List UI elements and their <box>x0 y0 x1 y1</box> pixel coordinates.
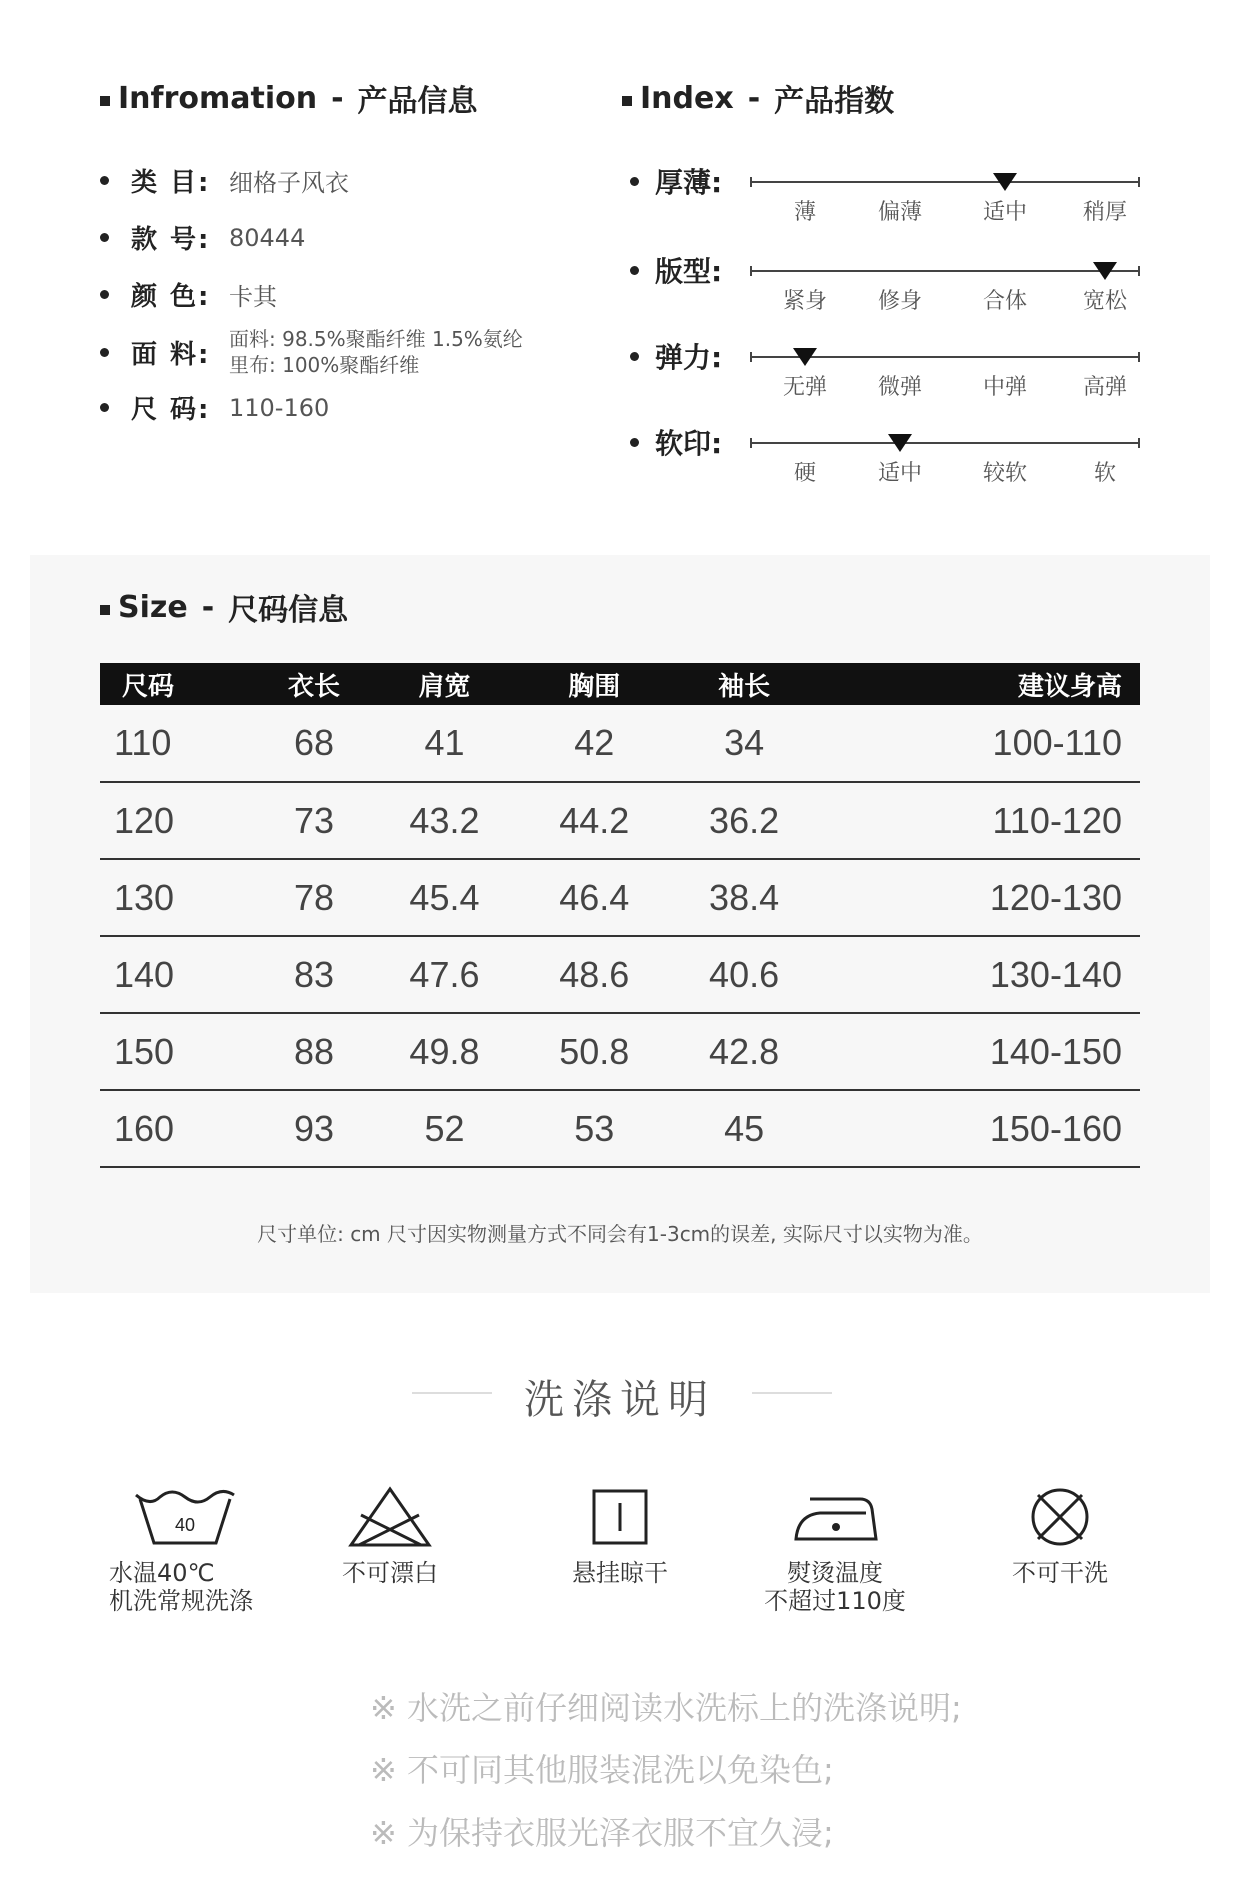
table-cell: 110 <box>100 705 258 782</box>
info-row-size: 尺 码: 110-160 <box>100 389 329 426</box>
index-option: 软 <box>1093 461 1116 486</box>
index-scale-row <box>630 338 1150 398</box>
table-cell: 42 <box>519 705 669 782</box>
index-option: 微弹 <box>877 375 922 400</box>
info-heading: Infromation - 产品信息 <box>100 76 478 120</box>
table-row <box>100 1090 1140 1167</box>
bullet-icon <box>100 348 109 357</box>
table-cell: 47.6 <box>370 936 520 1013</box>
table-cell: 78 <box>258 859 369 936</box>
index-label: 软印: <box>655 427 723 460</box>
table-cell: 150 <box>100 1013 258 1090</box>
index-marker-icon <box>888 434 912 452</box>
table-cell: 43.2 <box>370 782 520 859</box>
table-row <box>100 936 1140 1013</box>
table-cell: 45 <box>669 1090 819 1167</box>
table-cell: 38.4 <box>669 859 819 936</box>
index-option: 薄 <box>793 200 816 225</box>
bullet-icon <box>630 177 639 186</box>
table-cell: 150-160 <box>819 1090 1140 1167</box>
square-bullet-icon <box>100 605 110 615</box>
divider-right <box>752 1392 832 1394</box>
index-marker-icon <box>993 173 1017 191</box>
table-cell: 40.6 <box>669 936 819 1013</box>
bullet-icon <box>100 290 109 299</box>
table-cell: 44.2 <box>519 782 669 859</box>
index-heading: Index - 产品指数 <box>622 76 894 120</box>
size-heading: Size - 尺码信息 <box>100 585 348 629</box>
no-bleach-icon <box>347 1485 433 1549</box>
wash-title: 洗涤说明 <box>524 1377 716 1423</box>
square-bullet-icon <box>100 96 110 106</box>
square-bullet-icon <box>622 96 632 106</box>
care-item-iron <box>745 1485 925 1615</box>
wash-tip: ※ 不可同其他服装混洗以免染色; <box>370 1751 834 1789</box>
size-column-header: 建议身高 <box>819 663 1140 705</box>
size-column-header: 肩宽 <box>370 663 520 705</box>
table-cell: 42.8 <box>669 1013 819 1090</box>
index-option: 无弹 <box>782 375 827 400</box>
index-option: 适中 <box>877 461 922 486</box>
table-cell: 100-110 <box>819 705 1140 782</box>
fabric-values: 面料: 98.5%聚酯纤维 1.5%氨纶 里布: 100%聚酯纤维 <box>229 327 523 377</box>
bullet-icon <box>100 176 109 185</box>
bullet-icon <box>100 233 109 242</box>
index-option: 宽松 <box>1082 289 1127 314</box>
table-cell: 68 <box>258 705 369 782</box>
bullet-icon <box>100 403 109 412</box>
table-row <box>100 859 1140 936</box>
size-table-body <box>100 705 1140 1167</box>
size-column-header: 衣长 <box>258 663 369 705</box>
table-cell: 93 <box>258 1090 369 1167</box>
care-item-wash <box>95 1485 275 1615</box>
index-label: 厚薄: <box>655 166 723 199</box>
index-option: 较软 <box>982 461 1027 486</box>
bullet-icon <box>630 352 639 361</box>
index-marker-icon <box>793 348 817 366</box>
table-row <box>100 1013 1140 1090</box>
iron-icon <box>790 1485 880 1549</box>
hang-dry-icon <box>590 1485 650 1549</box>
wash-40-icon <box>130 1485 240 1549</box>
index-marker-icon <box>1093 262 1117 280</box>
care-item-no-dry-clean <box>970 1485 1150 1587</box>
index-label: 弹力: <box>655 341 723 374</box>
wash-tip: ※ 水洗之前仔细阅读水洗标上的洗涤说明; <box>370 1689 962 1727</box>
care-item-hang-dry <box>530 1485 710 1587</box>
size-column-header: 胸围 <box>519 663 669 705</box>
index-track <box>750 442 1140 444</box>
table-cell: 41 <box>370 705 520 782</box>
table-cell: 110-120 <box>819 782 1140 859</box>
size-column-header: 袖长 <box>669 663 819 705</box>
table-cell: 140 <box>100 936 258 1013</box>
table-cell: 120 <box>100 782 258 859</box>
index-option: 紧身 <box>782 289 827 314</box>
table-cell: 73 <box>258 782 369 859</box>
care-caption: 悬挂晾干 <box>572 1559 668 1587</box>
table-cell: 83 <box>258 936 369 1013</box>
index-track <box>750 270 1140 272</box>
index-option: 合体 <box>982 289 1027 314</box>
info-row-category: 类 目: 细格子风衣 <box>100 162 349 199</box>
table-cell: 130 <box>100 859 258 936</box>
index-option: 硬 <box>793 461 816 486</box>
index-option: 中弹 <box>982 375 1027 400</box>
table-cell: 53 <box>519 1090 669 1167</box>
index-scale-row <box>630 424 1150 484</box>
care-caption: 不可漂白 <box>342 1559 438 1587</box>
index-option: 稍厚 <box>1082 200 1127 225</box>
index-option: 适中 <box>982 200 1027 225</box>
table-cell: 140-150 <box>819 1013 1140 1090</box>
table-row <box>100 782 1140 859</box>
table-cell: 45.4 <box>370 859 520 936</box>
care-caption: 熨烫温度 不超过110度 <box>764 1559 906 1615</box>
wash-tip: ※ 为保持衣服光泽衣服不宜久浸; <box>370 1814 834 1852</box>
care-item-no-bleach <box>300 1485 480 1587</box>
info-row-fabric: 面 料: 面料: 98.5%聚酯纤维 1.5%氨纶 里布: 100%聚酯纤维 <box>100 326 523 378</box>
info-row-style-no: 款 号: 80444 <box>100 219 305 256</box>
no-dry-clean-icon <box>1028 1485 1092 1549</box>
table-cell: 46.4 <box>519 859 669 936</box>
index-label: 版型: <box>655 255 723 288</box>
care-caption: 不可干洗 <box>1012 1559 1108 1587</box>
index-option: 高弹 <box>1082 375 1127 400</box>
table-cell: 48.6 <box>519 936 669 1013</box>
wash-temp-badge: 40 <box>174 1515 196 1535</box>
care-caption: 水温40℃ 机洗常规洗涤 <box>109 1559 253 1615</box>
table-cell: 50.8 <box>519 1013 669 1090</box>
size-note: 尺寸单位: cm 尺寸因实物测量方式不同会有1-3cm的误差, 实际尺寸以实物为准。 <box>257 1222 983 1246</box>
bullet-icon <box>630 266 639 275</box>
index-scale-row <box>630 163 1150 223</box>
index-track <box>750 181 1140 183</box>
table-cell: 88 <box>258 1013 369 1090</box>
table-row <box>100 705 1140 782</box>
bullet-icon <box>630 438 639 447</box>
info-row-color: 颜 色: 卡其 <box>100 276 277 313</box>
index-scale-row <box>630 252 1150 312</box>
size-table-header <box>100 663 1140 705</box>
index-option: 修身 <box>877 289 922 314</box>
index-option: 偏薄 <box>877 200 922 225</box>
table-cell: 52 <box>370 1090 520 1167</box>
size-table <box>100 663 1140 1168</box>
table-cell: 49.8 <box>370 1013 520 1090</box>
table-cell: 120-130 <box>819 859 1140 936</box>
table-cell: 36.2 <box>669 782 819 859</box>
table-cell: 130-140 <box>819 936 1140 1013</box>
table-cell: 34 <box>669 705 819 782</box>
size-column-header: 尺码 <box>100 663 258 705</box>
table-cell: 160 <box>100 1090 258 1167</box>
